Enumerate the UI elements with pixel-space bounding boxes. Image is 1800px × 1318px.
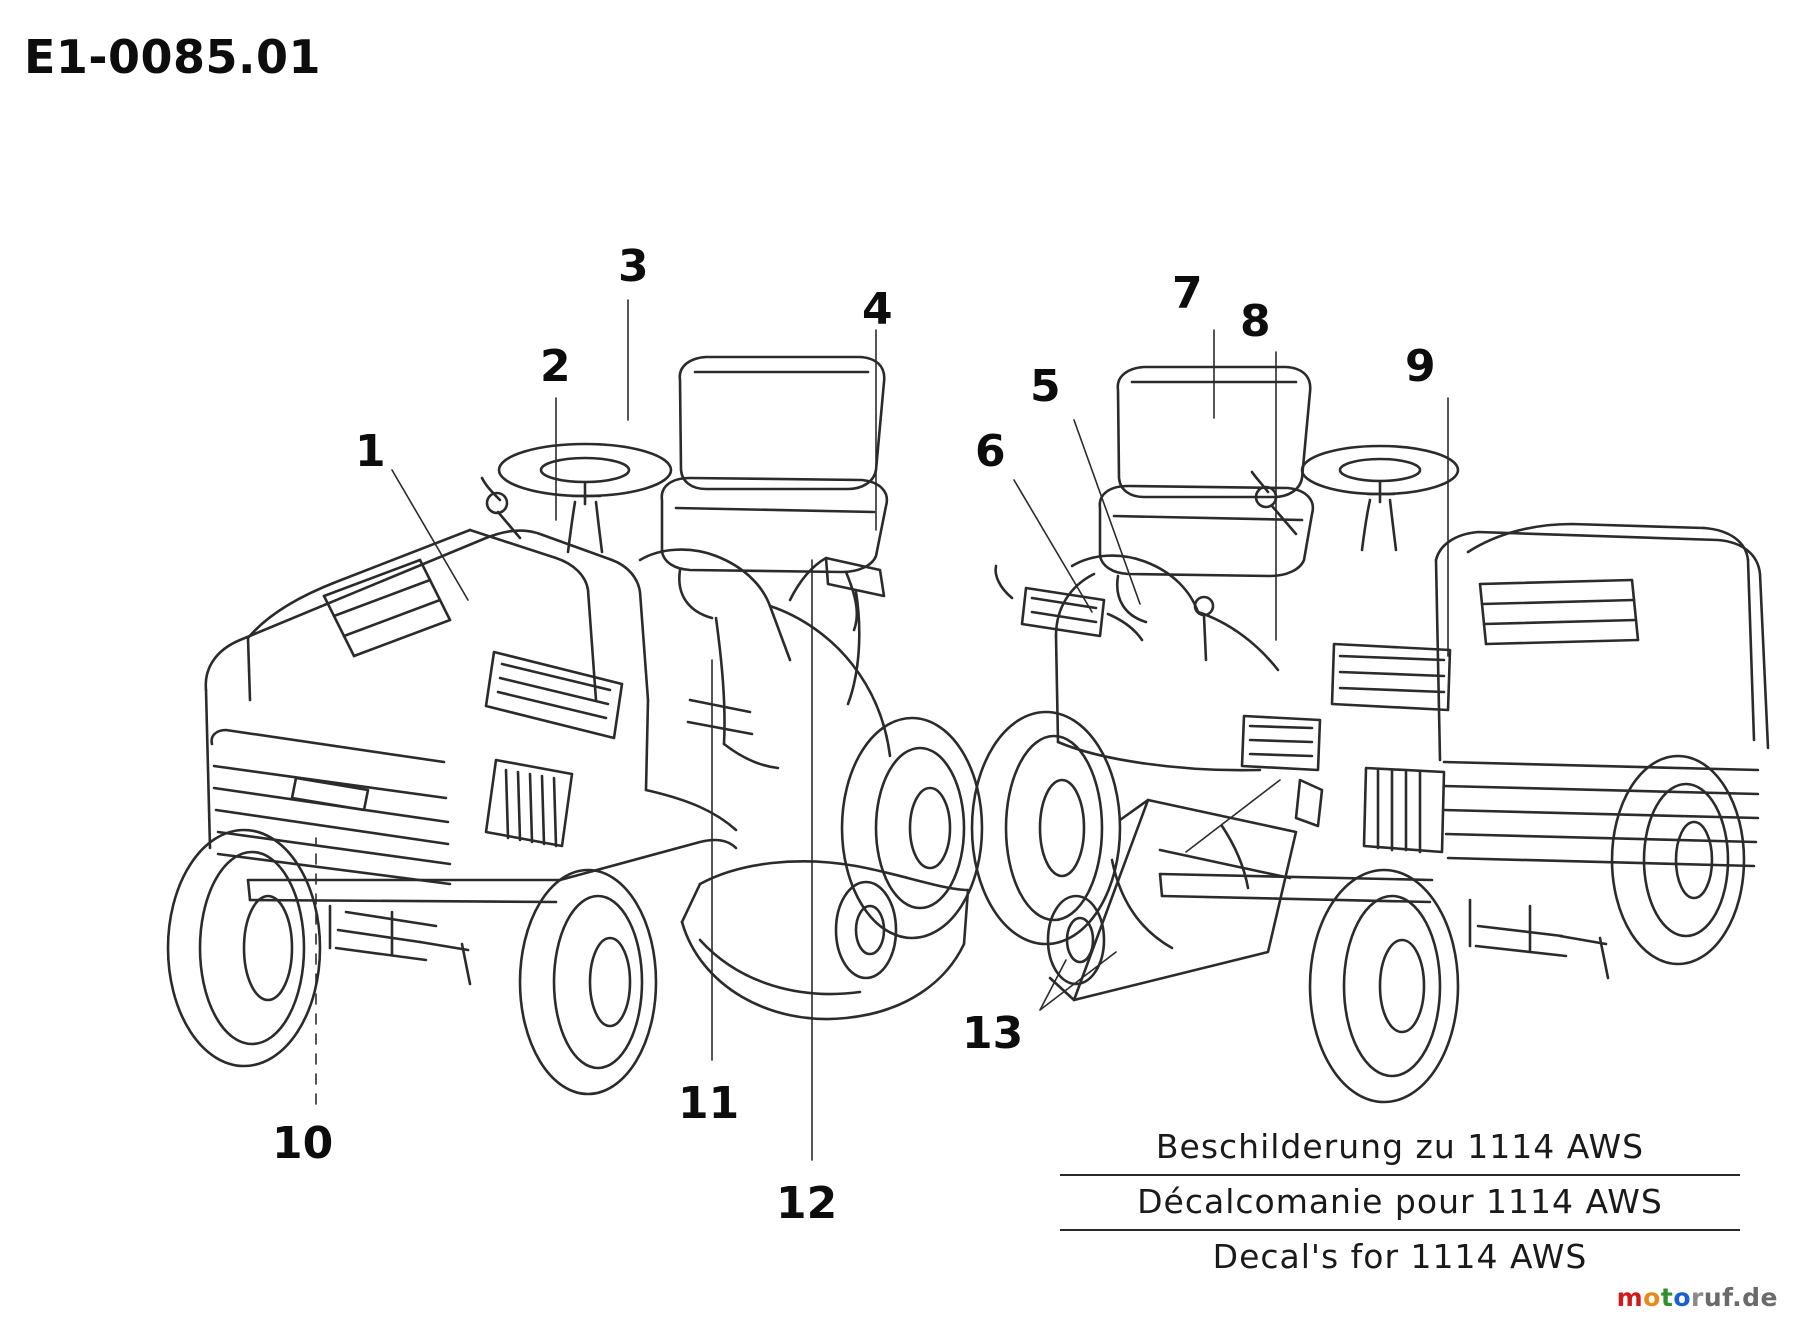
motoruf-watermark bbox=[1617, 1283, 1778, 1312]
caption-german: Beschilderung zu 1114 AWS bbox=[1060, 1121, 1740, 1176]
callout-4: 4 bbox=[862, 284, 893, 335]
callout-12: 12 bbox=[776, 1178, 838, 1229]
callout-10: 10 bbox=[272, 1118, 334, 1169]
caption-block bbox=[1060, 1121, 1740, 1284]
part-number-label: E1-0085.01 bbox=[24, 30, 322, 84]
caption-french: Décalcomanie pour 1114 AWS bbox=[1060, 1176, 1740, 1231]
callout-8: 8 bbox=[1240, 296, 1271, 347]
watermark-letter-o1: o bbox=[1643, 1283, 1661, 1312]
callout-9: 9 bbox=[1405, 341, 1436, 392]
callout-3: 3 bbox=[618, 241, 649, 292]
callout-1: 1 bbox=[355, 426, 386, 477]
callout-11: 11 bbox=[678, 1078, 740, 1129]
watermark-letter-r: r bbox=[1691, 1283, 1704, 1312]
watermark-letter-m: m bbox=[1616, 1283, 1644, 1312]
watermark-suffix: uf.de bbox=[1703, 1283, 1778, 1312]
callout-5: 5 bbox=[1030, 361, 1061, 412]
watermark-letter-t: t bbox=[1660, 1283, 1674, 1312]
callout-13: 13 bbox=[962, 1008, 1024, 1059]
watermark-letter-o2: o bbox=[1673, 1283, 1691, 1312]
callout-6: 6 bbox=[975, 426, 1006, 477]
callout-2: 2 bbox=[540, 341, 571, 392]
callout-7: 7 bbox=[1172, 268, 1203, 319]
caption-english: Decal's for 1114 AWS bbox=[1212, 1237, 1588, 1276]
